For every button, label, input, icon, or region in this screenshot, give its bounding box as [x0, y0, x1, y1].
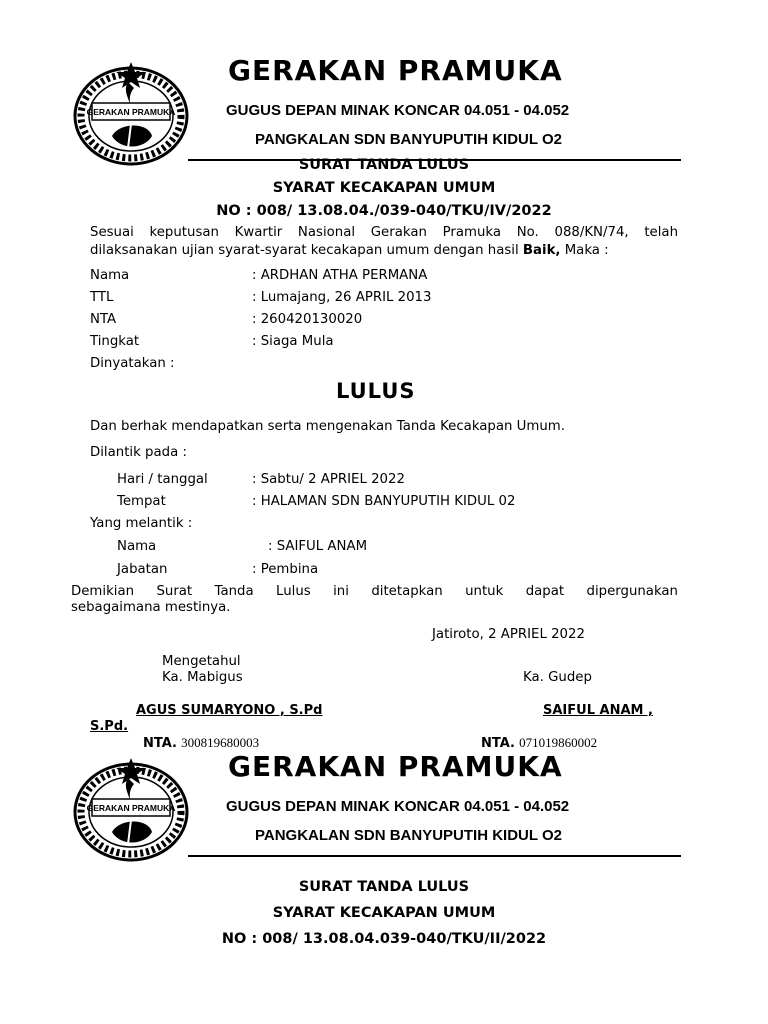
- field-value-ttl: : Lumajang, 26 APRIL 2013: [252, 290, 432, 305]
- intro-line-1: Sesuai keputusan Kwartir Nasional Gerakan Pramuka No. 088/KN/74, telah: [90, 225, 678, 240]
- pelantik-jabatan-value: : Pembina: [252, 562, 319, 577]
- closing-line-1: Demikian Surat Tanda Lulus ini ditetapkan untuk dapat dipergunakan: [71, 584, 678, 599]
- dilantik-heading: Dilantik pada :: [90, 445, 187, 460]
- header-divider-2: [188, 855, 681, 857]
- gudep-title: Ka. Gudep: [523, 670, 592, 685]
- closing-line-2: sebagaimana mestinya.: [71, 600, 231, 615]
- gudep-line: GUGUS DEPAN MINAK KONCAR 04.051 - 04.052: [226, 102, 570, 119]
- pramuka-logo: [70, 60, 192, 170]
- mabigus-name: AGUS SUMARYONO , S.Pd: [136, 703, 323, 718]
- doc-subtitle: SYARAT KECAKAPAN UMUM: [272, 180, 496, 196]
- pelantik-jabatan-label: Jabatan: [117, 562, 168, 577]
- field-label-nta: NTA: [90, 312, 117, 327]
- tempat-label: Tempat: [117, 494, 166, 509]
- doc-number: NO : 008/ 13.08.04./039-040/TKU/IV/2022: [216, 203, 552, 219]
- pelantik-nama-label: Nama: [117, 539, 157, 554]
- doc-subtitle-2: SYARAT KECAKAPAN UMUM: [272, 905, 496, 921]
- field-label-nama: Nama: [90, 268, 130, 283]
- berhak-text: Dan berhak mendapatkan serta mengenakan Tanda Kecakapan Umum.: [90, 419, 565, 434]
- mabigus-title: Ka. Mabigus: [162, 670, 243, 685]
- doc-title-2: SURAT TANDA LULUS: [298, 879, 470, 895]
- pangkalan-line-2: PANGKALAN SDN BANYUPUTIH KIDUL O2: [255, 827, 562, 844]
- result-lulus: LULUS: [336, 379, 416, 403]
- pramuka-logo-2: [70, 756, 192, 866]
- mengetahui-label: Mengetahul: [162, 654, 241, 669]
- pangkalan-line: PANGKALAN SDN BANYUPUTIH KIDUL O2: [255, 131, 562, 148]
- field-value-nta: : 260420130020: [252, 312, 363, 327]
- doc-number-2: NO : 008/ 13.08.04.039-040/TKU/II/2022: [221, 931, 547, 947]
- place-date: Jatiroto, 2 APRIEL 2022: [432, 627, 585, 642]
- gudep-line-2: GUGUS DEPAN MINAK KONCAR 04.051 - 04.052: [226, 798, 570, 815]
- doc-title: SURAT TANDA LULUS: [298, 157, 470, 173]
- field-label-tingkat: Tingkat: [90, 334, 140, 349]
- logo-text: GERAKAN PRAMUKA: [86, 107, 176, 117]
- pelantik-heading: Yang melantik :: [90, 516, 193, 531]
- gudep-nta: NTA. 071019860002: [481, 735, 598, 751]
- field-value-tingkat: : Siaga Mula: [252, 334, 334, 349]
- hari-value: : Sabtu/ 2 APRIEL 2022: [252, 472, 405, 487]
- logo-text-2: GERAKAN PRAMUKA: [86, 803, 176, 813]
- org-title-2: GERAKAN PRAMUKA: [228, 750, 563, 783]
- mabigus-nta: NTA. 300819680003: [143, 735, 260, 751]
- gudep-name-suffix: S.Pd.: [90, 719, 129, 734]
- tempat-value: : HALAMAN SDN BANYUPUTIH KIDUL 02: [252, 494, 516, 509]
- dinyatakan-label: Dinyatakan :: [90, 356, 175, 371]
- pelantik-nama-value: : SAIFUL ANAM: [268, 539, 368, 554]
- gudep-name: SAIFUL ANAM ,: [543, 703, 653, 718]
- org-title: GERAKAN PRAMUKA: [228, 54, 563, 87]
- hari-label: Hari / tanggal: [117, 472, 208, 487]
- field-value-nama: : ARDHAN ATHA PERMANA: [252, 268, 428, 283]
- intro-line-2: dilaksanakan ujian syarat-syarat kecakapan umum dengan hasil Baik, Maka :: [90, 243, 609, 258]
- field-label-ttl: TTL: [90, 290, 114, 305]
